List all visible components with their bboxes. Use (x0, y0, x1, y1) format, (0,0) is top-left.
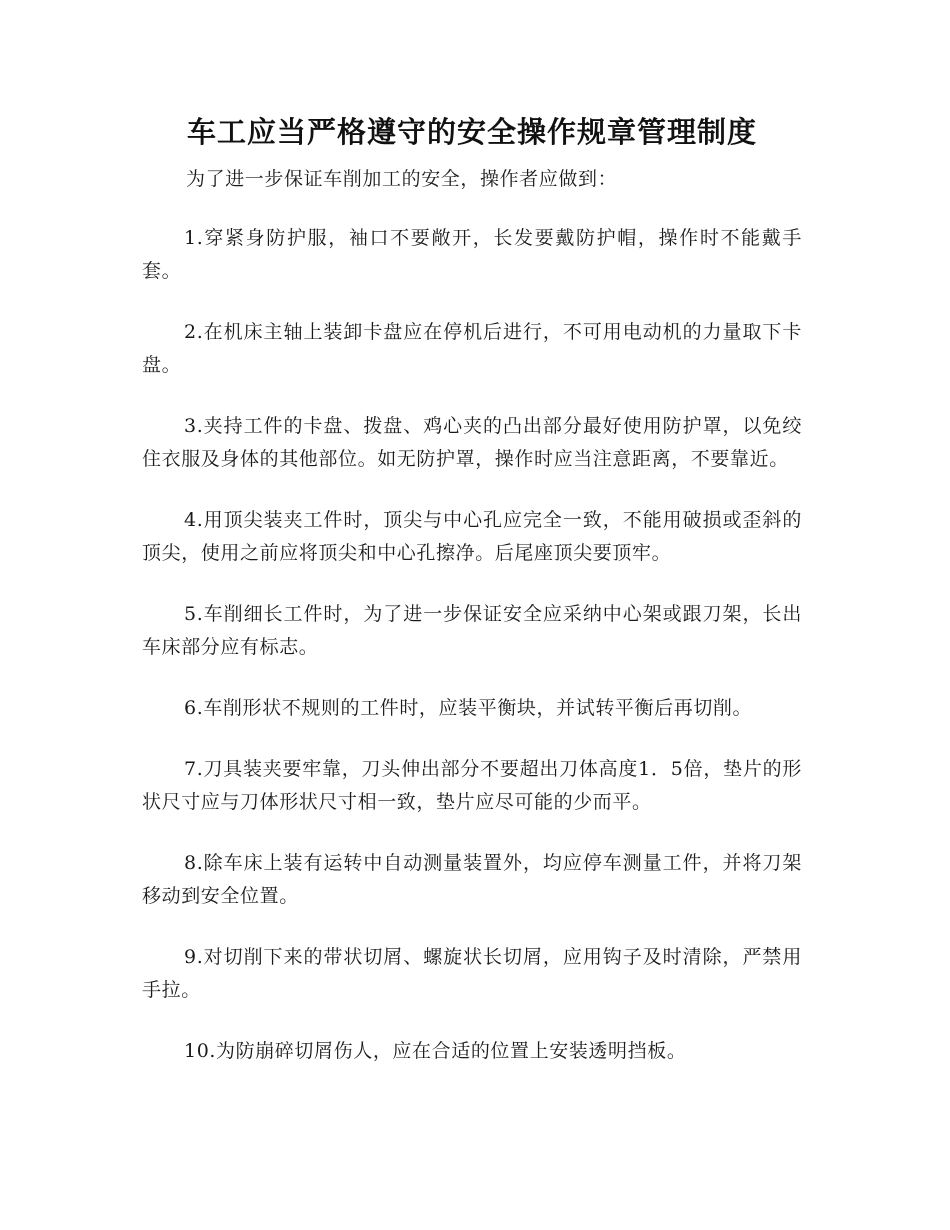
intro-paragraph: 为了进一步保证车削加工的安全，操作者应做到： (186, 168, 618, 190)
rule-item-7: 7.刀具装夹要牢靠，刀头伸出部分不要超出刀体高度1．5倍，垫片的形状尺寸应与刀体形状尺寸相一致，垫片应尽可能的少而平。 (142, 758, 802, 813)
rule-item-10: 10.为防崩碎切屑伤人，应在合适的位置上安装透明挡板。 (184, 1040, 687, 1062)
rule-item-2: 2.在机床主轴上装卸卡盘应在停机后进行，不可用电动机的力量取下卡盘。 (142, 321, 802, 376)
rule-item-5: 5.车削细长工件时，为了进一步保证安全应采纳中心架或跟刀架，长出车床部分应有标志。 (142, 603, 802, 658)
rule-item-3: 3.夹持工件的卡盘、拨盘、鸡心夹的凸出部分最好使用防护罩，以免绞住衣服及身体的其他部位。如无防护罩，操作时应当注意距离，不要靠近。 (142, 415, 802, 470)
document-title: 车工应当严格遵守的安全操作规章管理制度 (186, 115, 757, 149)
rule-item-6: 6.车削形状不规则的工件时，应装平衡块，并试转平衡后再切削。 (184, 697, 753, 719)
rule-item-9: 9.对切削下来的带状切屑、螺旋状长切屑，应用钩子及时清除，严禁用手拉。 (142, 946, 802, 1001)
rule-item-1: 1.穿紧身防护服，袖口不要敞开，长发要戴防护帽，操作时不能戴手套。 (142, 227, 802, 282)
document-page (142, 112, 802, 1068)
rule-item-4: 4.用顶尖装夹工件时，顶尖与中心孔应完全一致，不能用破损或歪斜的顶尖，使用之前应将顶尖和中心孔擦净。后尾座顶尖要顶牢。 (142, 509, 802, 564)
rule-item-8: 8.除车床上装有运转中自动测量装置外，均应停车测量工件，并将刀架移动到安全位置。 (142, 852, 802, 907)
